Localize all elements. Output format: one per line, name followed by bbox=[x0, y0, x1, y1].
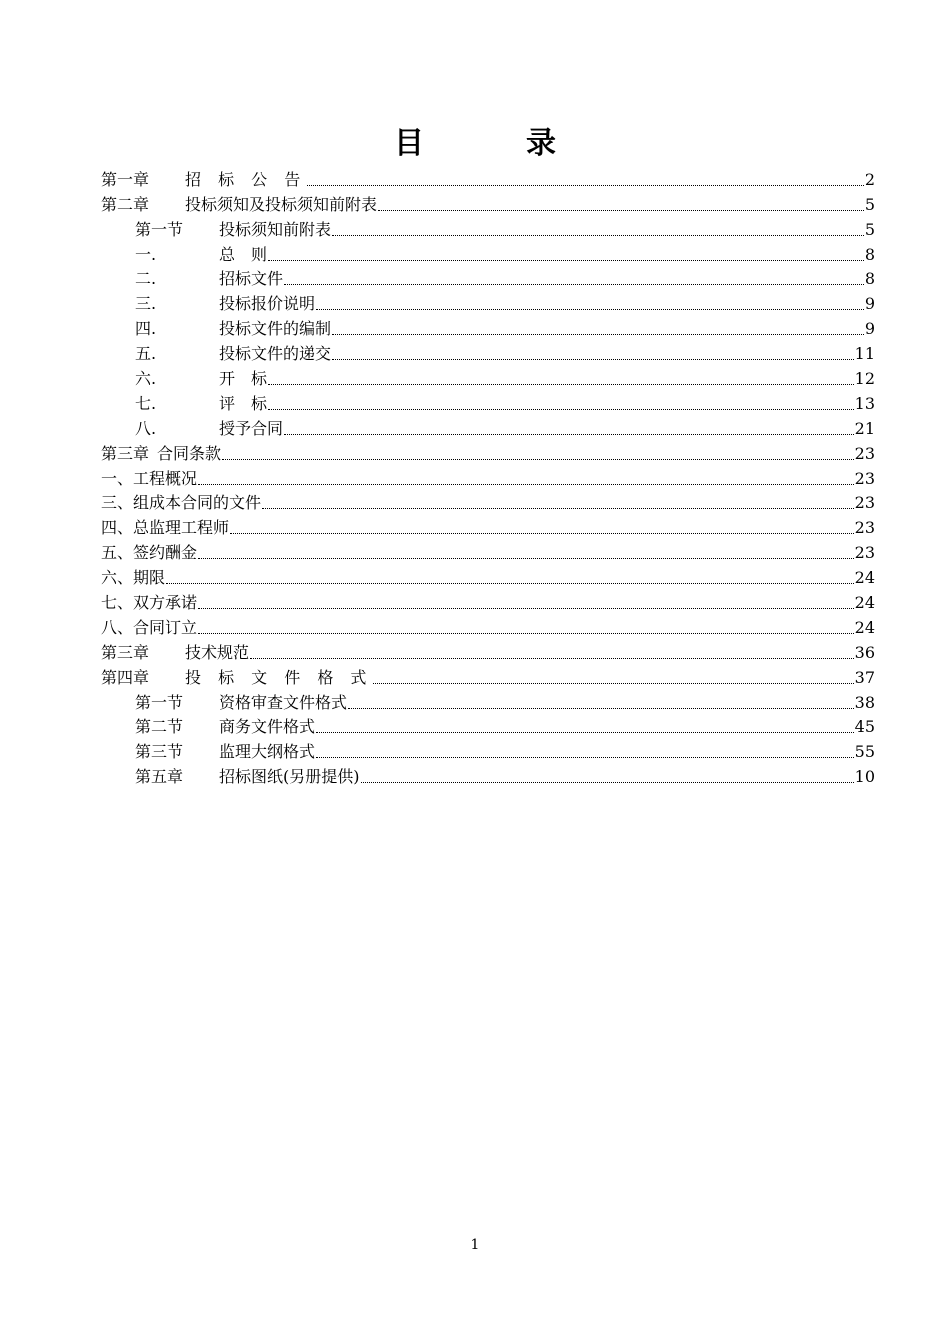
page-number: 1 bbox=[470, 1237, 480, 1253]
toc-entry-label: 招标图纸(另册提供) bbox=[219, 767, 360, 787]
toc-entry-label: 开 标 bbox=[219, 369, 268, 389]
toc-entry-page: 55 bbox=[854, 742, 875, 762]
toc-entry-number: 第三节 bbox=[135, 742, 184, 762]
toc-entry-label: 投标须知及投标须知前附表 bbox=[185, 194, 378, 214]
dot-leader bbox=[198, 633, 854, 634]
toc-entry-label: 监理大纲格式 bbox=[219, 742, 316, 762]
toc-entry-page: 24 bbox=[854, 593, 875, 613]
toc-entry-number: 第一章 bbox=[101, 169, 150, 189]
toc-entry-page: 24 bbox=[854, 617, 875, 637]
toc-entry[interactable] bbox=[101, 663, 875, 688]
toc-entry-label: 授予合同 bbox=[219, 418, 284, 438]
toc-entry-page: 13 bbox=[854, 393, 875, 413]
toc-entry[interactable] bbox=[101, 588, 875, 613]
page-title: 目 录 bbox=[394, 126, 592, 161]
toc-entry-label: 三、组成本合同的文件 bbox=[101, 493, 262, 513]
toc-entry-page: 8 bbox=[864, 244, 875, 264]
toc-entry[interactable] bbox=[101, 538, 875, 563]
toc-entry-number: 八. bbox=[135, 418, 157, 438]
dot-leader bbox=[316, 732, 854, 733]
dot-leader bbox=[262, 508, 854, 509]
toc-entry[interactable] bbox=[101, 165, 875, 190]
toc-entry[interactable] bbox=[101, 513, 875, 538]
toc-entry-number: 五. bbox=[135, 344, 157, 364]
dot-leader bbox=[307, 185, 864, 186]
toc-entry-label: 总 则 bbox=[219, 244, 268, 264]
toc-entry-page: 8 bbox=[864, 269, 875, 289]
dot-leader bbox=[316, 757, 854, 758]
toc-entry-number: 第五章 bbox=[135, 767, 184, 787]
dot-leader bbox=[332, 334, 864, 335]
dot-leader bbox=[284, 434, 854, 435]
toc-entry-label: 商务文件格式 bbox=[219, 717, 316, 737]
toc-entry[interactable] bbox=[101, 289, 875, 314]
toc-entry[interactable] bbox=[101, 737, 875, 762]
toc-entry[interactable] bbox=[101, 464, 875, 489]
toc-entry-label: 投标文件的编制 bbox=[219, 319, 332, 339]
dot-leader bbox=[166, 583, 854, 584]
toc-entry-page: 23 bbox=[854, 543, 875, 563]
toc-entry-page: 11 bbox=[854, 344, 875, 364]
toc-entry-label: 技术规范 bbox=[185, 642, 250, 662]
dot-leader bbox=[378, 210, 864, 211]
toc-entry[interactable] bbox=[101, 638, 875, 663]
toc-entry-page: 12 bbox=[854, 369, 875, 389]
toc-entry-page: 37 bbox=[854, 667, 875, 687]
toc-entry-label: 招 标 公 告 bbox=[185, 169, 307, 189]
toc-entry-number: 七. bbox=[135, 393, 157, 413]
toc-entry-page: 21 bbox=[854, 418, 875, 438]
toc-entry-number: 二. bbox=[135, 269, 157, 289]
dot-leader bbox=[268, 384, 854, 385]
toc-entry-page: 45 bbox=[854, 717, 875, 737]
dot-leader bbox=[284, 284, 864, 285]
toc-entry[interactable] bbox=[101, 339, 875, 364]
toc-entry-page: 5 bbox=[864, 194, 875, 214]
dot-leader bbox=[230, 533, 854, 534]
toc-entry[interactable] bbox=[101, 215, 875, 240]
dot-leader bbox=[361, 782, 854, 783]
toc-entry-page: 23 bbox=[854, 443, 875, 463]
toc-entry[interactable] bbox=[101, 364, 875, 389]
toc-entry-label: 投标报价说明 bbox=[219, 294, 316, 314]
toc-entry[interactable] bbox=[101, 190, 875, 215]
toc-entry-page: 10 bbox=[854, 767, 875, 787]
toc-entry-number: 第一节 bbox=[135, 692, 184, 712]
toc-entry[interactable] bbox=[101, 314, 875, 339]
toc-entry-number: 四. bbox=[135, 319, 157, 339]
toc-entry-label: 投 标 文 件 格 式 bbox=[185, 667, 373, 687]
toc-entry-page: 23 bbox=[854, 468, 875, 488]
toc-entry[interactable] bbox=[101, 563, 875, 588]
dot-leader bbox=[332, 359, 854, 360]
dot-leader bbox=[268, 260, 864, 261]
toc-entry-page: 23 bbox=[854, 518, 875, 538]
table-of-contents bbox=[101, 165, 875, 787]
toc-entry[interactable] bbox=[101, 489, 875, 514]
toc-entry-number: 第三章 bbox=[101, 642, 150, 662]
toc-entry[interactable] bbox=[101, 439, 875, 464]
toc-entry[interactable] bbox=[101, 688, 875, 713]
toc-entry-label: 评 标 bbox=[219, 393, 268, 413]
toc-entry-page: 23 bbox=[854, 493, 875, 513]
toc-entry-label: 资格审查文件格式 bbox=[219, 692, 348, 712]
toc-entry-page: 36 bbox=[854, 642, 875, 662]
toc-entry-label: 五、签约酬金 bbox=[101, 543, 198, 563]
toc-entry[interactable] bbox=[101, 389, 875, 414]
toc-entry[interactable] bbox=[101, 414, 875, 439]
dot-leader bbox=[373, 683, 853, 684]
toc-entry-page: 24 bbox=[854, 568, 875, 588]
dot-leader bbox=[250, 658, 854, 659]
toc-entry-page: 5 bbox=[864, 219, 875, 239]
toc-entry-number: 三. bbox=[135, 294, 157, 314]
toc-entry[interactable] bbox=[101, 713, 875, 738]
toc-entry-label: 合同条款 bbox=[157, 443, 222, 463]
dot-leader bbox=[268, 409, 854, 410]
toc-entry[interactable] bbox=[101, 762, 875, 787]
toc-entry[interactable] bbox=[101, 613, 875, 638]
toc-entry-number: 六. bbox=[135, 369, 157, 389]
toc-entry-label: 四、总监理工程师 bbox=[101, 518, 230, 538]
dot-leader bbox=[198, 558, 854, 559]
toc-entry-number: 第三章 bbox=[101, 443, 150, 463]
toc-entry-number: 第二章 bbox=[101, 194, 150, 214]
dot-leader bbox=[198, 608, 854, 609]
toc-entry[interactable] bbox=[101, 240, 875, 265]
toc-entry-number: 第一节 bbox=[135, 219, 184, 239]
toc-entry-label: 招标文件 bbox=[219, 269, 284, 289]
dot-leader bbox=[316, 309, 864, 310]
toc-entry-label: 六、期限 bbox=[101, 568, 166, 588]
dot-leader bbox=[332, 235, 864, 236]
toc-entry-number: 第二节 bbox=[135, 717, 184, 737]
toc-entry-page: 38 bbox=[854, 692, 875, 712]
toc-entry-page: 9 bbox=[864, 294, 875, 314]
toc-entry-label: 一、工程概况 bbox=[101, 468, 198, 488]
toc-entry-page: 2 bbox=[864, 169, 875, 189]
toc-entry[interactable] bbox=[101, 265, 875, 290]
toc-entry-label: 七、双方承诺 bbox=[101, 593, 198, 613]
toc-entry-label: 投标须知前附表 bbox=[219, 219, 332, 239]
toc-entry-number: 一. bbox=[135, 244, 157, 264]
toc-entry-page: 9 bbox=[864, 319, 875, 339]
dot-leader bbox=[348, 708, 854, 709]
dot-leader bbox=[222, 459, 854, 460]
toc-entry-label: 八、合同订立 bbox=[101, 617, 198, 637]
dot-leader bbox=[198, 484, 854, 485]
toc-entry-label: 投标文件的递交 bbox=[219, 344, 332, 364]
toc-entry-number: 第四章 bbox=[101, 667, 150, 687]
